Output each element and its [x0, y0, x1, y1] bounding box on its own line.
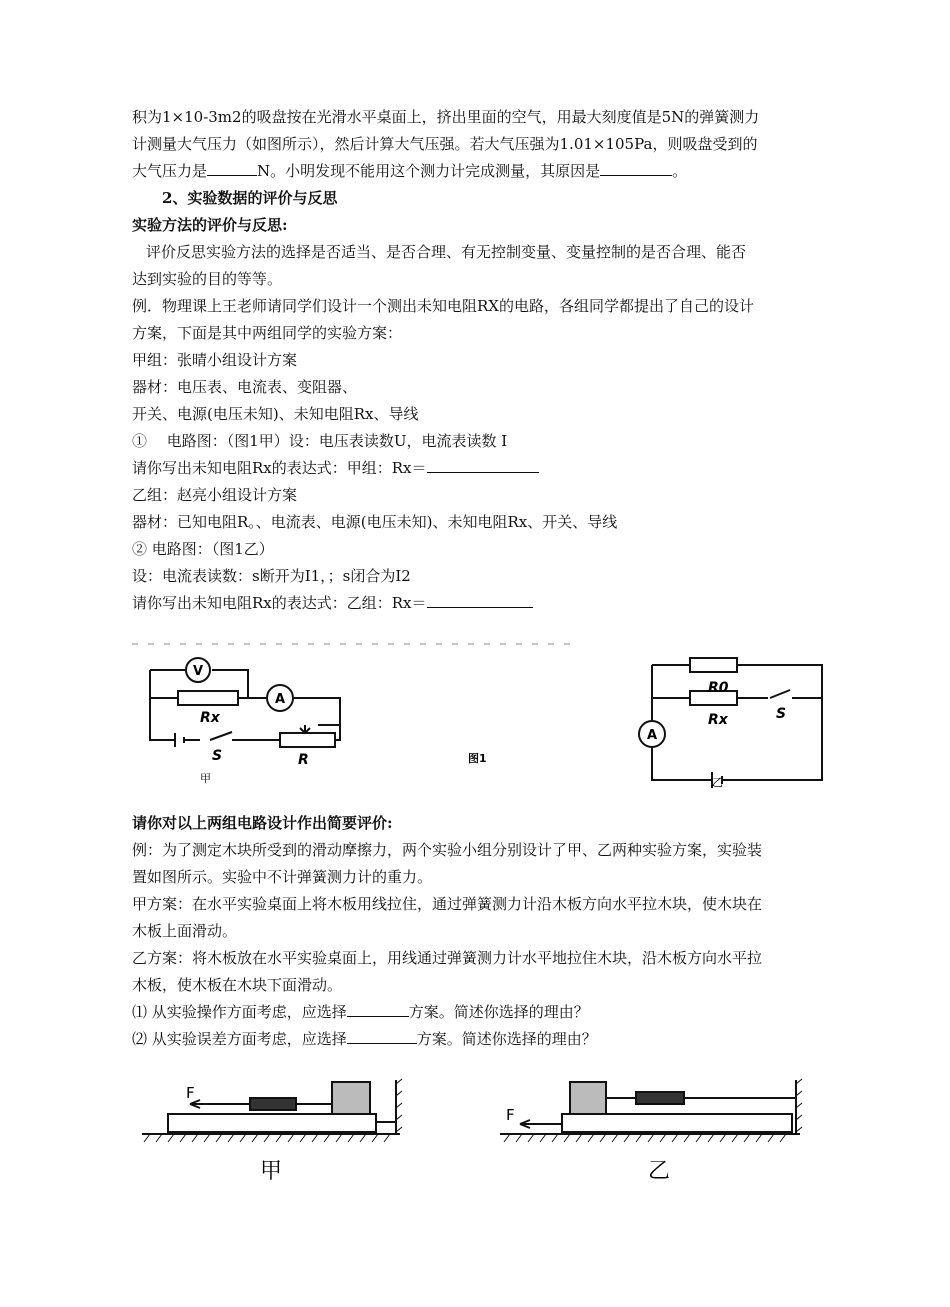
text-span: N。小明发现不能用这个测力计完成测量，其原因是 [257, 162, 601, 180]
section-heading: 2、实验数据的评价与反思 [162, 189, 338, 207]
wire [212, 670, 248, 698]
answer-blank[interactable] [427, 591, 533, 608]
text-span: 方案。简述你选择的理由？ [416, 1030, 597, 1048]
answer-blank[interactable] [347, 1027, 417, 1044]
text-line: 开关、电源(电压未知)、未知电阻Rx、导线 [132, 405, 419, 423]
rheostat-r [280, 733, 335, 747]
figure-caption: 图1 [468, 752, 487, 765]
text-line: 器材：已知电阻R。、电流表、电源(电压未知)、未知电阻Rx、开关、导线 [132, 513, 618, 531]
force-label: F [186, 1084, 195, 1102]
text-line [132, 158, 822, 185]
answer-blank[interactable] [427, 456, 539, 473]
text-span: ⑴ 从实验操作方面考虑，应选择 [132, 1003, 347, 1021]
force-label: F [506, 1106, 515, 1124]
wire [652, 748, 712, 780]
switch-label: S [212, 748, 223, 764]
resistor-r0 [690, 658, 737, 672]
spring-scale [636, 1092, 684, 1104]
circuit-figure [0, 640, 950, 800]
text-line: 置如图所示。实验中不计弹簧测力计的重力。 [132, 868, 433, 886]
text-line: 器材：电压表、电流表、变阻器、 [132, 378, 358, 396]
rx-label: Rx [200, 710, 220, 726]
switch-label-2: S [776, 706, 787, 722]
wood-block [570, 1082, 606, 1114]
friction-figure [0, 1070, 950, 1180]
text-line: 甲组：张晴小组设计方案 [132, 351, 298, 369]
text-line: ② 电路图：（图1乙） [132, 540, 274, 558]
document-body [132, 104, 822, 617]
text-span: 。 [672, 162, 688, 180]
text-line: 方案，下面是其中两组同学的实验方案： [132, 324, 403, 342]
text-span: 大气压力是 [132, 162, 208, 180]
fig-yi-label: 乙 [648, 1159, 671, 1180]
document-body-2 [132, 810, 822, 1053]
sub-heading: 实验方法的评价与反思: [132, 216, 288, 234]
fig-jia-label: 甲 [260, 1159, 283, 1180]
figure-1 [0, 640, 950, 800]
sub-heading: 请你对以上两组电路设计作出简要评价: [132, 814, 393, 832]
voltmeter-label: V [192, 664, 204, 679]
wire [150, 670, 175, 740]
text-span: 请你写出未知电阻Rx的表达式：甲组：Rx＝ [132, 459, 427, 477]
answer-blank[interactable] [347, 1000, 409, 1017]
wire [294, 698, 340, 725]
ammeter-label-2: A [646, 728, 658, 743]
resistor-rx [178, 691, 238, 705]
text-span: ⑵ 从实验误差方面考虑，应选择 [132, 1030, 347, 1048]
text-span: 方案。简述你选择的理由？ [408, 1003, 589, 1021]
rx-label-2: Rx [708, 712, 728, 728]
text-line: 木板上面滑动。 [132, 922, 238, 940]
text-line [132, 590, 822, 617]
answer-blank[interactable] [207, 159, 257, 176]
r0-label: R0 [708, 680, 729, 696]
text-line: 计测量大气压力（如图所示），然后计算大气压强。若大气压强为1.01×105Pa，则吸盘受到的 [132, 135, 758, 153]
text-line [132, 1026, 822, 1053]
text-span: 请你写出未知电阻Rx的表达式：乙组：Rx＝ [132, 594, 427, 612]
switch-blade [770, 690, 790, 698]
text-line: ① 电路图：（图1甲）设：电压表读数U，电流表读数 I [132, 432, 508, 450]
board [168, 1114, 376, 1132]
ground-hatch [504, 1134, 786, 1142]
ground-hatch [144, 1134, 390, 1142]
text-line: 达到实验的目的等等。 [132, 270, 283, 288]
text-line: 例：为了测定木块所受到的滑动摩擦力，两个实验小组分别设计了甲、乙两种实验方案，实验装 [132, 841, 763, 859]
text-line: 乙方案：将木板放在水平实验桌面上，用线通过弹簧测力计水平地拉住木块，沿木板方向水平拉 [132, 949, 763, 967]
text-line: 木板，使木板在木块下面滑动。 [132, 976, 343, 994]
text-line: 乙组：赵亮小组设计方案 [132, 486, 298, 504]
switch-blade [210, 732, 232, 740]
text-line [132, 455, 822, 482]
wood-block [332, 1082, 370, 1114]
text-line: 评价反思实验方法的选择是否适当、是否合理、有无控制变量、变量控制的是否合理、能否 [146, 243, 747, 261]
text-line: 设：电流表读数：s断开为I1，；s闭合为I2 [132, 567, 411, 585]
fig-jia-label: 甲 [200, 772, 211, 785]
text-line: 积为1×10-3m2的吸盘按在光滑水平桌面上，挤出里面的空气，用最大刻度值是5N的弹簧测力 [132, 108, 760, 126]
wire [722, 665, 822, 780]
fig-yi-label: 乙 [712, 776, 723, 789]
spring-scale [250, 1098, 296, 1110]
battery [175, 733, 184, 747]
figure-2 [0, 1070, 950, 1180]
text-line: 例．物理课上王老师请同学们设计一个测出未知电阻RX的电路，各组同学都提出了自己的设计 [132, 297, 754, 315]
rheostat-slider [300, 725, 310, 733]
text-line [132, 999, 822, 1026]
text-line: 甲方案：在水平实验桌面上将木板用线拉住，通过弹簧测力计沿木板方向水平拉木块，使木块在 [132, 895, 763, 913]
answer-blank[interactable] [600, 159, 672, 176]
ammeter-label: A [274, 692, 286, 707]
rheostat-label: R [298, 752, 309, 768]
board [562, 1114, 792, 1132]
